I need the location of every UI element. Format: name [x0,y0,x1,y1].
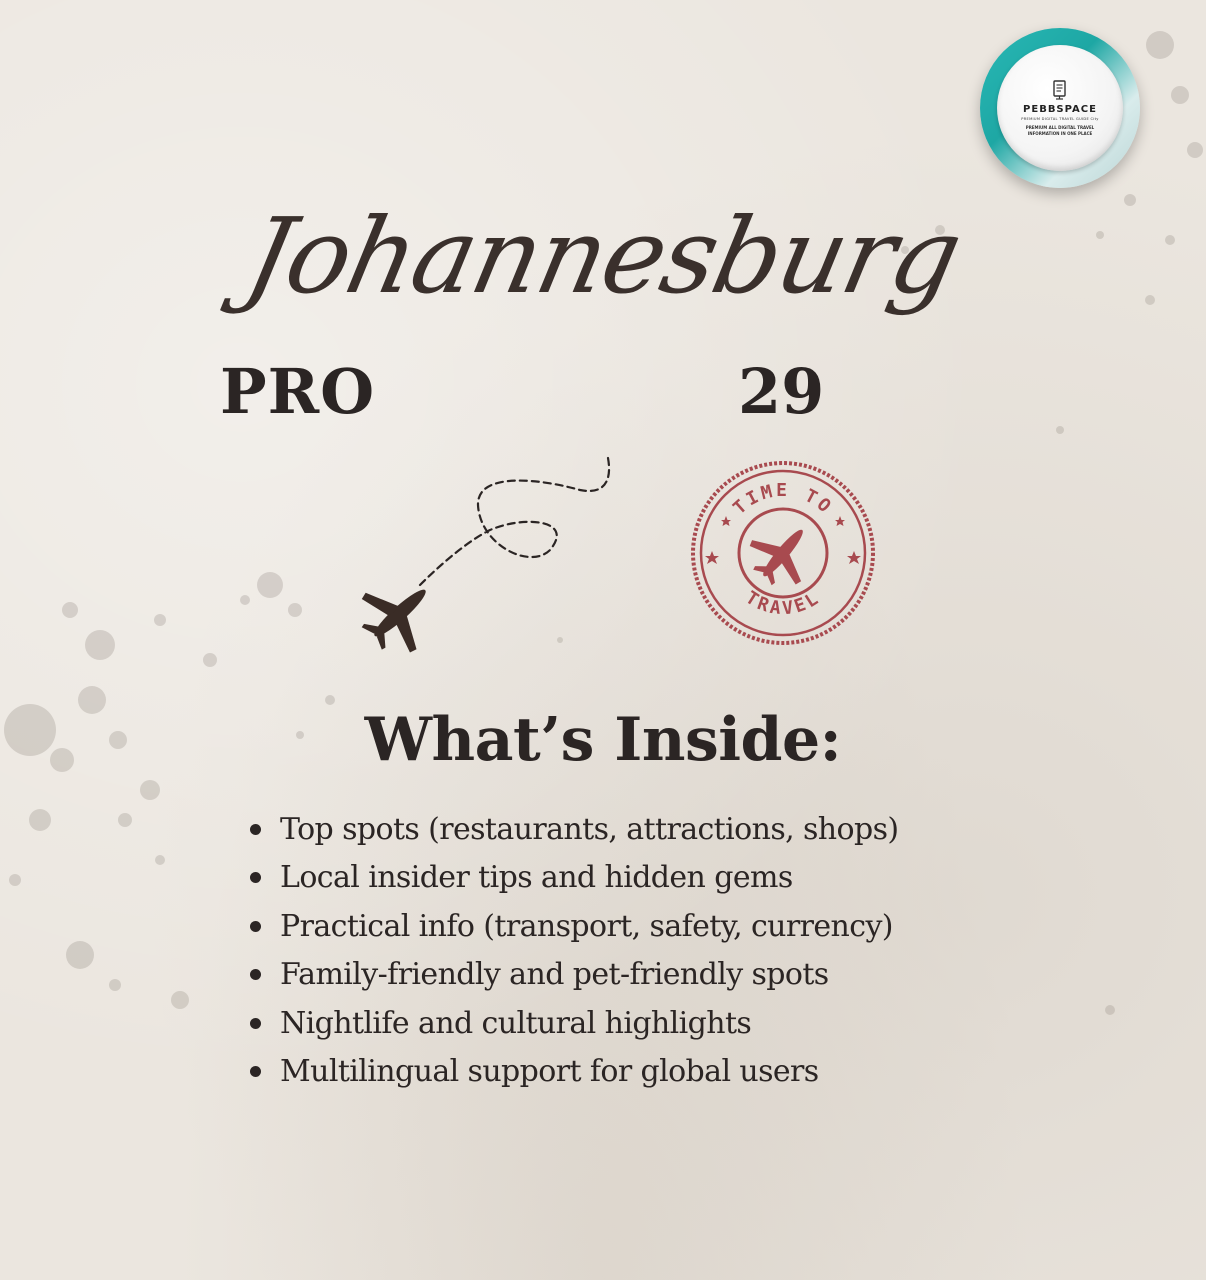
list-item-text: Top spots (restaurants, attractions, shops) [280,812,899,847]
dashed-flight-path [420,458,609,585]
airplane-icon [350,562,451,660]
edition-number: 29 [738,355,825,428]
bullet-icon [250,1066,261,1077]
flight-path-decoration [350,450,630,660]
city-title: Johannesburg [236,195,970,317]
list-item-text: Local insider tips and hidden gems [280,860,793,896]
bullet-icon [250,1018,261,1029]
list-item [250,1050,970,1098]
list-item [250,808,970,856]
list-item [250,856,970,904]
bullet-icon [250,824,261,835]
logo-inner-disc [997,45,1123,171]
list-item-text: Multilingual support for global users [280,1053,819,1089]
list-item-text: Nightlife and cultural highlights [280,1005,752,1041]
whats-inside-heading: What’s Inside: [364,705,842,775]
bullet-icon [250,921,261,932]
list-item-text: Practical info (transport, safety, currency) [280,908,893,944]
edition-label: PRO [220,355,376,428]
list-item [250,1002,970,1050]
stamp-top-text: TIME TO [729,480,837,519]
list-item-text: Family-friendly and pet-friendly spots [280,957,829,993]
pebbspace-logo-badge [980,28,1140,188]
bullet-icon [250,969,261,980]
document-icon [1052,80,1068,100]
stamp-bottom-text: TRAVEL [741,587,825,620]
logo-subtitle: PREMIUM DIGITAL TRAVEL GUIDE City [1021,116,1099,121]
list-item [250,905,970,953]
feature-list [250,808,970,1098]
time-to-travel-stamp [686,456,880,650]
logo-tagline: PREMIUM ALL DIGITAL TRAVEL INFORMATION IN ONE PLACE [1025,125,1095,136]
list-item [250,953,970,1001]
bullet-icon [250,872,261,883]
logo-name: PEBBSPACE [1023,103,1097,115]
